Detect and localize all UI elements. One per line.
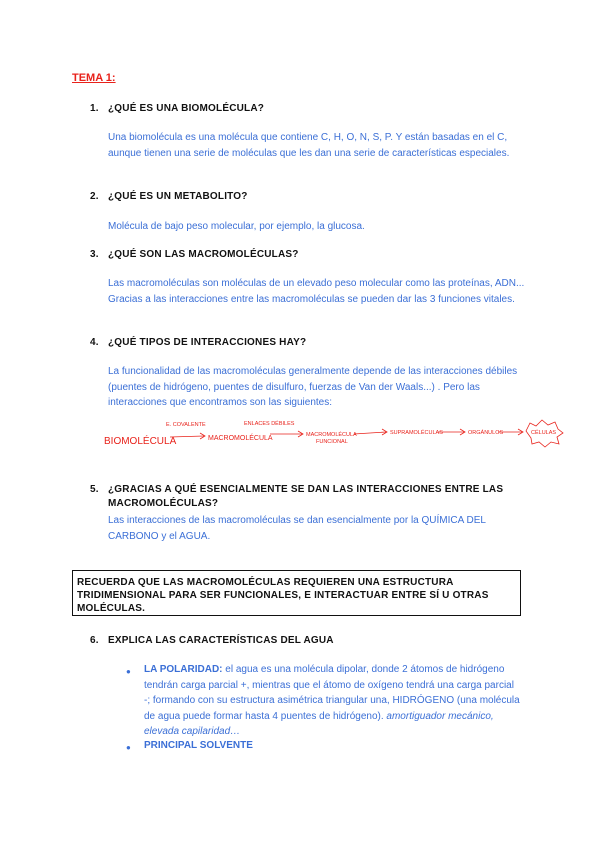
question-number: 6.	[90, 635, 99, 646]
question-title: ¿GRACIAS A QUÉ ESENCIALMENTE SE DAN LAS INTERACCIONES ENTRE LAS MACROMOLÉCULAS?	[108, 484, 504, 509]
question-5	[90, 483, 520, 511]
answer-4: La funcionalidad de las macromoléculas generalmente depende de las interacciones débiles (puentes de hidrógeno, puentes de disulfuro, fuerzas de Van der Waals...) . Pero las interacciones que encontramos son las siguientes:	[108, 366, 518, 408]
question-title: ¿QUÉ ES UNA BIOMOLÉCULA?	[108, 103, 265, 114]
diagram-link-covalente: E. COVALENTE	[166, 422, 206, 428]
question-1	[90, 102, 264, 116]
bullet-solvente	[144, 738, 520, 754]
question-number: 4.	[90, 337, 99, 348]
bullet-heading: PRINCIPAL SOLVENTE	[144, 740, 253, 751]
interactions-diagram	[104, 414, 574, 454]
diagram-node-biomolecula: BIOMOLÉCULA	[104, 436, 177, 447]
diagram-node-macromolecula-funcional: MACROMOLÉCULA FUNCIONAL	[306, 432, 357, 445]
bullet-polaridad	[144, 662, 520, 740]
bullet-dot: ●	[126, 743, 131, 752]
question-number: 1.	[90, 103, 99, 114]
diagram-link-debiles: ENLACES DÉBILES	[244, 421, 295, 427]
diagram-node-supramoleculas: SUPRAMOLÉCULAS	[390, 430, 443, 436]
question-title: EXPLICA LAS CARACTERÍSTICAS DEL AGUA	[108, 635, 334, 646]
question-number: 3.	[90, 249, 99, 260]
question-6	[90, 634, 334, 648]
question-2	[90, 190, 248, 204]
question-number: 2.	[90, 191, 99, 202]
callout-box: RECUERDA QUE LAS MACROMOLÉCULAS REQUIEREN UNA ESTRUCTURA TRIDIMENSIONAL PARA SER FUNCIONALES, E INTERACTUAR ENTRE SÍ U OTRAS MOLÉCULAS.	[72, 570, 521, 616]
arrow-line	[354, 432, 386, 434]
bullet-body: el agua es una molécula dipolar, donde 2 átomos de hidrógeno tendrán carga parcial +, mientras que el átomo de oxígeno tendrá una carga parcial -; formando con su estructura asimétrica triangular una, HIDRÓGENO (una molécula de agua puede formar hasta 4 puentes de hidrógeno).	[144, 664, 520, 722]
question-title: ¿QUÉ SON LAS MACROMOLÉCULAS?	[108, 249, 299, 260]
diagram-node-celulas: CÉLULAS	[531, 430, 557, 436]
bullet-italic: amortiguador mecánico, elevada capilaridad…	[144, 710, 494, 737]
answer-3: Las macromoléculas son moléculas de un elevado peso molecular como las proteínas, ADN... Gracias a las interacciones entre las macromoléculas se pueden dar las 3 funciones vitales.	[108, 278, 525, 305]
question-title: ¿QUÉ ES UN METABOLITO?	[108, 191, 248, 202]
answer-1: Una biomolécula es una molécula que contiene C, H, O, N, S, P. Y están basadas en el C, aunque tienen una serie de moléculas que les dan una serie de características especiales.	[108, 132, 510, 159]
bullet-heading: LA POLARIDAD:	[144, 664, 223, 675]
answer-5: Las interacciones de las macromoléculas se dan esencialmente por la QUÍMICA DEL CARBONO y el AGUA.	[108, 515, 486, 542]
answer-2: Molécula de bajo peso molecular, por ejemplo, la glucosa.	[108, 221, 365, 232]
diagram-node-macromolecula: MACROMOLÉCULA	[208, 435, 273, 442]
question-3	[90, 248, 299, 262]
question-4	[90, 336, 306, 350]
bullet-dot: ●	[126, 667, 131, 676]
diagram-node-organulos: ORGÁNULOS	[468, 430, 504, 436]
question-number: 5.	[90, 484, 99, 495]
question-title: ¿QUÉ TIPOS DE INTERACCIONES HAY?	[108, 337, 307, 348]
tema-title: TEMA 1:	[72, 72, 116, 84]
